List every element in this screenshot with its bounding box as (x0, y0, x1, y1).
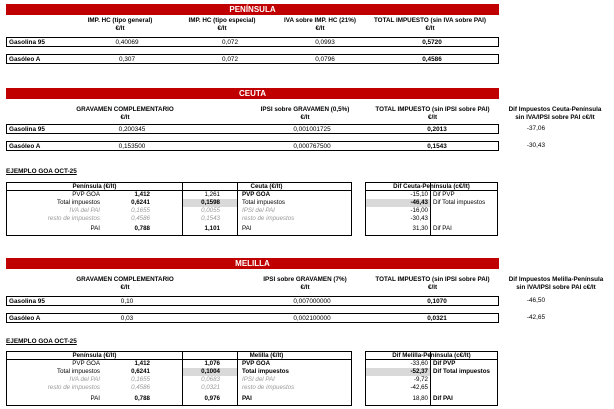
diff-value: -42,65 (526, 314, 545, 321)
dif-value: -15,10 (410, 191, 428, 198)
value: 0,072 (222, 39, 238, 46)
reg-value: 1,261 (204, 191, 220, 198)
dif-label: Dif PAI (433, 395, 453, 402)
value: 0,10 (120, 298, 134, 305)
value: 0,0796 (315, 56, 335, 63)
value: 0,002100000 (293, 315, 331, 322)
value: 0,03 (120, 315, 134, 322)
reg-label: PVP GOA (242, 360, 271, 367)
melilla-header-c4: Dif Impuestos Melilla-Península sin IVA/IPSI sobre PAI c€/lt (508, 276, 604, 291)
row-label: Gasolina 95 (9, 126, 45, 133)
dif-value: -16,00 (410, 207, 428, 214)
reg-value: 0,1004 (201, 368, 220, 375)
pen-value: 1,412 (134, 360, 150, 367)
melilla-title: MELILLA (6, 258, 499, 269)
reg-label: PAI (242, 225, 252, 232)
reg-label: PVP GOA (242, 191, 271, 198)
value: 0,2013 (427, 126, 447, 133)
row-label: Gasóleo A (9, 315, 41, 322)
value: 0,000767500 (293, 143, 331, 150)
value: 0,40069 (115, 39, 139, 46)
mid-header: Melilla (€/lt) (182, 352, 351, 360)
line-label: resto de impuestos (47, 384, 100, 391)
reg-value: 0,1543 (201, 215, 220, 222)
dif-value: 31,30 (412, 225, 428, 232)
dif-value: -52,37 (410, 368, 428, 375)
right-header: Dif Melilla-Península (c€/lt) (366, 352, 497, 360)
diff-value: -37,06 (526, 125, 545, 132)
value: 0,007000000 (293, 298, 331, 305)
melilla-header-c1: GRAVAMEN COMPLEMENTARIO €/lt (76, 276, 174, 291)
peninsula-title: PENÍNSULA (6, 4, 499, 15)
dif-label: Dif PAI (433, 225, 452, 232)
ceuta-header-c1: GRAVAMEN COMPLEMENTARIO €/lt (76, 106, 174, 121)
line-label: resto de impuestos (47, 215, 100, 222)
pen-value: 0,4586 (131, 215, 150, 222)
ceuta-header-c2: IPSI sobre GRAVAMEN (0,5%) €/lt (260, 106, 350, 121)
reg-value: 0,976 (204, 395, 220, 402)
value: 0,0993 (315, 39, 335, 46)
line-label: Total impuestos (57, 368, 100, 375)
line-label: Total impuestos (57, 199, 100, 206)
value: 0,153500 (118, 143, 146, 150)
reg-value: 0,0683 (201, 376, 220, 383)
left-header: Península (€/lt) (7, 183, 182, 191)
line-label: PAI (90, 395, 100, 402)
row-label: Gasolina 95 (9, 39, 45, 46)
left-header: Península (€/lt) (7, 352, 182, 360)
value: 0,307 (119, 56, 135, 63)
value: 0,1543 (427, 143, 447, 150)
melilla-header-c3: TOTAL IMPUESTO (sin IPSI sobre PAI) €/lt (375, 276, 490, 291)
line-label: PVP GOA (72, 360, 100, 367)
pen-value: 0,6241 (131, 199, 150, 206)
row-label: Gasolina 95 (9, 298, 45, 305)
reg-value: 1,101 (204, 225, 220, 232)
dif-value: -33,60 (410, 360, 428, 367)
value: 0,1070 (427, 298, 447, 305)
pen-value: 0,788 (134, 225, 150, 232)
table-row (6, 124, 499, 134)
ejemplo-ceuta-right-box (365, 182, 498, 236)
pen-value: 0,1655 (131, 207, 150, 214)
pen-value: 0,1655 (131, 376, 150, 383)
table-row (6, 37, 499, 47)
dif-label: Dif Total impuestos (433, 368, 490, 375)
reg-label: PAI (242, 395, 252, 402)
mid-header: Ceuta (€/lt) (182, 183, 351, 191)
dif-value: 18,80 (412, 395, 428, 402)
peninsula-header-c1: IMP. HC (tipo general) €/lt (87, 17, 153, 32)
dif-value: -30,43 (410, 215, 428, 222)
value: 0,4586 (422, 56, 442, 63)
diff-value: -46,50 (526, 297, 545, 304)
reg-value: 0,0055 (201, 207, 220, 214)
pen-value: 0,4586 (131, 384, 150, 391)
value: 0,200345 (118, 126, 146, 133)
line-label: IVA del PAI (69, 376, 100, 383)
table-row (6, 141, 499, 151)
value: 0,001001725 (293, 126, 331, 133)
dif-label: Dif Total impuestos (433, 199, 486, 206)
melilla-header-c2: IPSI sobre GRAVAMEN (7%) €/lt (263, 276, 347, 291)
ejemplo-melilla-title: EJEMPLO GOA OCT-25 (6, 338, 77, 345)
reg-value: 0,0321 (201, 384, 220, 391)
peninsula-header-c2: IMP. HC (tipo especial) €/lt (188, 17, 256, 32)
ceuta-header-c3: TOTAL IMPUESTO (sin IPSI sobre PAI) €/lt (375, 106, 490, 121)
dif-label: Dif PVP (433, 360, 456, 367)
reg-label: resto de impuestos (242, 215, 295, 222)
dif-value: -42,65 (410, 384, 428, 391)
right-header: Dif Ceuta-Península (c€/lt) (366, 183, 497, 191)
pen-value: 1,412 (134, 191, 150, 198)
row-label: Gasóleo A (9, 143, 41, 150)
ceuta-title: CEUTA (6, 88, 499, 99)
line-label: PAI (90, 225, 100, 232)
table-row (6, 296, 499, 306)
reg-label: Total impuestos (242, 368, 289, 375)
line-label: PVP GOA (72, 191, 100, 198)
table-row (6, 313, 499, 323)
peninsula-header-c3: IVA sobre IMP. HC (21%) €/lt (284, 17, 356, 32)
dif-value: -46,43 (410, 199, 428, 206)
value: 0,072 (222, 56, 238, 63)
reg-label: resto de impuestos (242, 384, 295, 391)
pen-value: 0,788 (134, 395, 150, 402)
reg-value: 0,1598 (201, 199, 220, 206)
reg-value: 1,076 (204, 360, 220, 367)
reg-label: Total impuestos (242, 199, 285, 206)
diff-value: -30,43 (526, 142, 545, 149)
peninsula-header-c4: TOTAL IMPUESTO (sin IVA sobre PAI) €/lt (373, 17, 487, 32)
reg-label: IPSI del PAI (242, 376, 275, 383)
reg-label: IPSI del PAI (242, 207, 275, 214)
dif-value: -9,72 (413, 376, 428, 383)
ejemplo-melilla-right-box (365, 351, 498, 406)
table-row (6, 54, 499, 64)
value: 0,5720 (422, 39, 442, 46)
ceuta-header-c4: Dif Impuestos Ceuta-Península sin IVA/IPSI sobre PAI c€/lt (508, 106, 602, 121)
row-label: Gasóleo A (9, 56, 41, 63)
pen-value: 0,6241 (131, 368, 150, 375)
value: 0,0321 (427, 315, 447, 322)
dif-label: Dif PVP (433, 191, 455, 198)
line-label: IVA del PAI (69, 207, 100, 214)
ejemplo-ceuta-title: EJEMPLO GOA OCT-25 (6, 168, 77, 175)
